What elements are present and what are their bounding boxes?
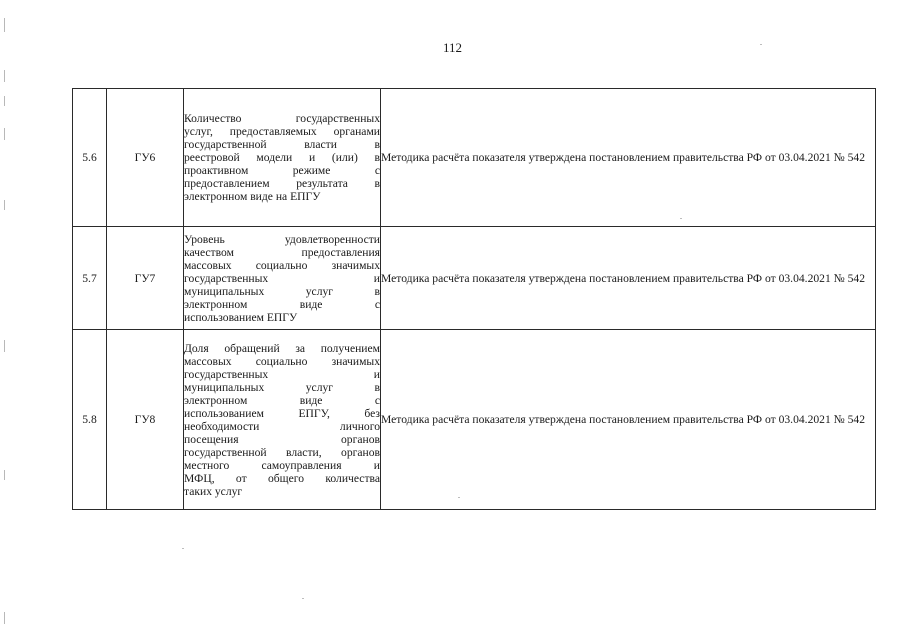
- margin-mark: [4, 128, 5, 140]
- methodology-text: Методика расчёта показателя утверждена постановлением правительства РФ от 03.04.2021 № 542: [381, 89, 876, 227]
- scan-speck: [458, 497, 460, 498]
- indicator-description: [184, 227, 381, 330]
- row-number: 5.7: [73, 227, 107, 330]
- description-line: муниципальных услуг в: [184, 284, 380, 298]
- description-line: электронном виде с: [184, 297, 380, 311]
- scan-speck: [760, 44, 762, 45]
- description-line: государственных и: [184, 367, 380, 381]
- margin-mark: [4, 612, 5, 624]
- margin-mark: [4, 18, 5, 32]
- table-row: [73, 227, 876, 330]
- margin-mark: [4, 96, 5, 106]
- description-line: муниципальных услуг в: [184, 380, 380, 394]
- table-row: [73, 330, 876, 510]
- table-row: [73, 89, 876, 227]
- indicator-table: [72, 88, 876, 510]
- description-line: электронном виде с: [184, 393, 380, 407]
- description-line: реестровой модели и (или) в: [184, 151, 380, 164]
- description-line: предоставлением результата в: [184, 177, 380, 190]
- indicator-code: ГУ7: [107, 227, 184, 330]
- methodology-text: Методика расчёта показателя утверждена постановлением правительства РФ от 03.04.2021 № 542: [381, 330, 876, 510]
- description-line: качеством предоставления: [184, 245, 380, 259]
- page-number: 112: [442, 40, 463, 55]
- scan-speck: [680, 218, 682, 219]
- description-line: государственной власти, органов: [184, 445, 380, 459]
- description-line: посещения органов: [184, 432, 380, 446]
- description-line: проактивном режиме с: [184, 164, 380, 177]
- description-line: Уровень удовлетворенности: [184, 232, 380, 246]
- indicator-description: [184, 330, 381, 510]
- indicator-code: ГУ8: [107, 330, 184, 510]
- margin-mark: [4, 70, 5, 82]
- description-line: массовых социально значимых: [184, 258, 380, 272]
- description-line: местного самоуправления и: [184, 458, 380, 472]
- description-line: государственных и: [184, 271, 380, 285]
- margin-mark: [4, 200, 5, 210]
- methodology-text: Методика расчёта показателя утверждена постановлением правительства РФ от 03.04.2021 № 542: [381, 227, 876, 330]
- scan-speck: [182, 548, 184, 549]
- description-line: Доля обращений за получением: [184, 341, 380, 355]
- description-line: таких услуг: [184, 484, 243, 498]
- description-line: услуг, предоставляемых органами: [184, 125, 380, 138]
- scan-speck: [302, 598, 304, 599]
- margin-mark: [4, 340, 5, 352]
- row-number: 5.8: [73, 330, 107, 510]
- description-line: электронном виде на ЕПГУ: [184, 190, 321, 203]
- indicator-description: [184, 89, 381, 227]
- description-line: необходимости личного: [184, 419, 380, 433]
- row-number: 5.6: [73, 89, 107, 227]
- description-line: государственной власти в: [184, 138, 380, 151]
- indicator-code: ГУ6: [107, 89, 184, 227]
- margin-mark: [4, 470, 5, 480]
- description-line: использованием ЕПГУ: [184, 310, 298, 324]
- description-line: МФЦ, от общего количества: [184, 471, 380, 485]
- description-line: использованием ЕПГУ, без: [184, 406, 380, 420]
- description-line: массовых социально значимых: [184, 354, 380, 368]
- description-line: Количество государственных: [184, 112, 380, 125]
